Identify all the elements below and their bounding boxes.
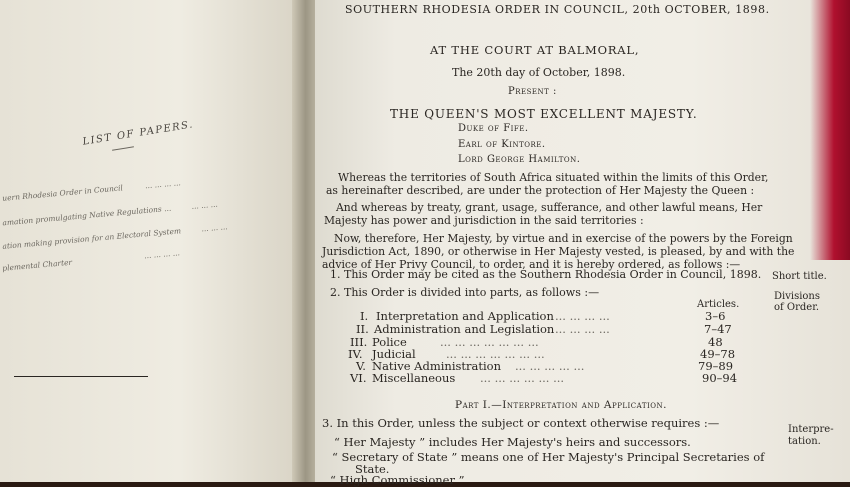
clause-2: 2. This Order is divided into parts, as follows :— — [330, 286, 600, 299]
para1-line2: as hereinafter described, are under the protection of Her Majesty the Queen : — [326, 184, 755, 197]
date-line: The 20th day of October, 1898. — [452, 66, 626, 79]
margin-short-title: Short title. — [772, 271, 827, 282]
para2-line2: Majesty has power and jurisdiction in the said territories : — [324, 214, 644, 227]
definition-secretary-line1: “ Secretary of State ” means one of Her Majesty's Principal Secretaries of — [332, 450, 765, 464]
list-item: ation making provision for an Electoral System ... ... ... — [2, 222, 228, 251]
clause-1: 1. This Order may be cited as the Southern Rhodesia Order in Council, 1898. — [330, 268, 762, 281]
list-item: uern Rhodesia Order in Council ... ... ... ... — [1, 178, 182, 203]
para1-line1: Whereas the territories of South Africa situated within the limits of this Order, — [338, 171, 769, 184]
para3-line3: advice of Her Privy Council, to order, and it is hereby ordered, as follows :— — [322, 258, 741, 271]
attendee: Duke of Fife. — [458, 123, 529, 134]
clause-3: 3. In this Order, unless the subject or context otherwise requires :— — [322, 416, 720, 430]
margin-interp-2: tation. — [788, 436, 821, 447]
part-heading: Part I.—Interpretation and Application. — [455, 399, 667, 411]
articles-header: Articles. — [697, 299, 740, 310]
definition-her-majesty: “ Her Majesty ” includes Her Majesty's heirs and successors. — [334, 435, 691, 449]
majesty-line: THE QUEEN'S MOST EXCELLENT MAJESTY. — [390, 107, 698, 121]
para3-line2: Jurisdiction Act, 1890, or otherwise in Her Majesty vested, is pleased, by and with the — [322, 245, 795, 258]
margin-divisions-2: of Order. — [774, 302, 820, 313]
attendee: Earl of Kintore. — [458, 139, 546, 150]
margin-interp-1: Interpre- — [788, 424, 834, 435]
list-item: amation promulgating Native Regulations ... ... ... ... — [2, 199, 218, 228]
definition-secretary-line2: State. — [355, 462, 390, 476]
red-background — [810, 0, 850, 260]
para2-line1: And whereas by treaty, grant, usage, sufferance, and other lawful means, Her — [336, 201, 763, 214]
left-rule — [14, 376, 148, 377]
left-page — [0, 0, 300, 482]
present-label: Present : — [508, 86, 557, 97]
para3-line1: Now, therefore, Her Majesty, by virtue and in exercise of the powers by the Foreign — [334, 232, 793, 245]
list-item: plemental Charter ... ... ... ... — [1, 248, 181, 273]
definition-high-commissioner: “ High Commissioner ” — [330, 473, 465, 487]
running-header: SOUTHERN RHODESIA ORDER IN COUNCIL, 20th OCTOBER, 1898. — [345, 3, 770, 16]
title-dash — [112, 146, 134, 150]
attendee: Lord George Hamilton. — [458, 154, 581, 165]
court-line: AT THE COURT AT BALMORAL, — [430, 43, 640, 57]
list-of-papers-title: LIST OF PAPERS. — [81, 119, 195, 148]
margin-divisions-1: Divisions — [774, 291, 820, 302]
